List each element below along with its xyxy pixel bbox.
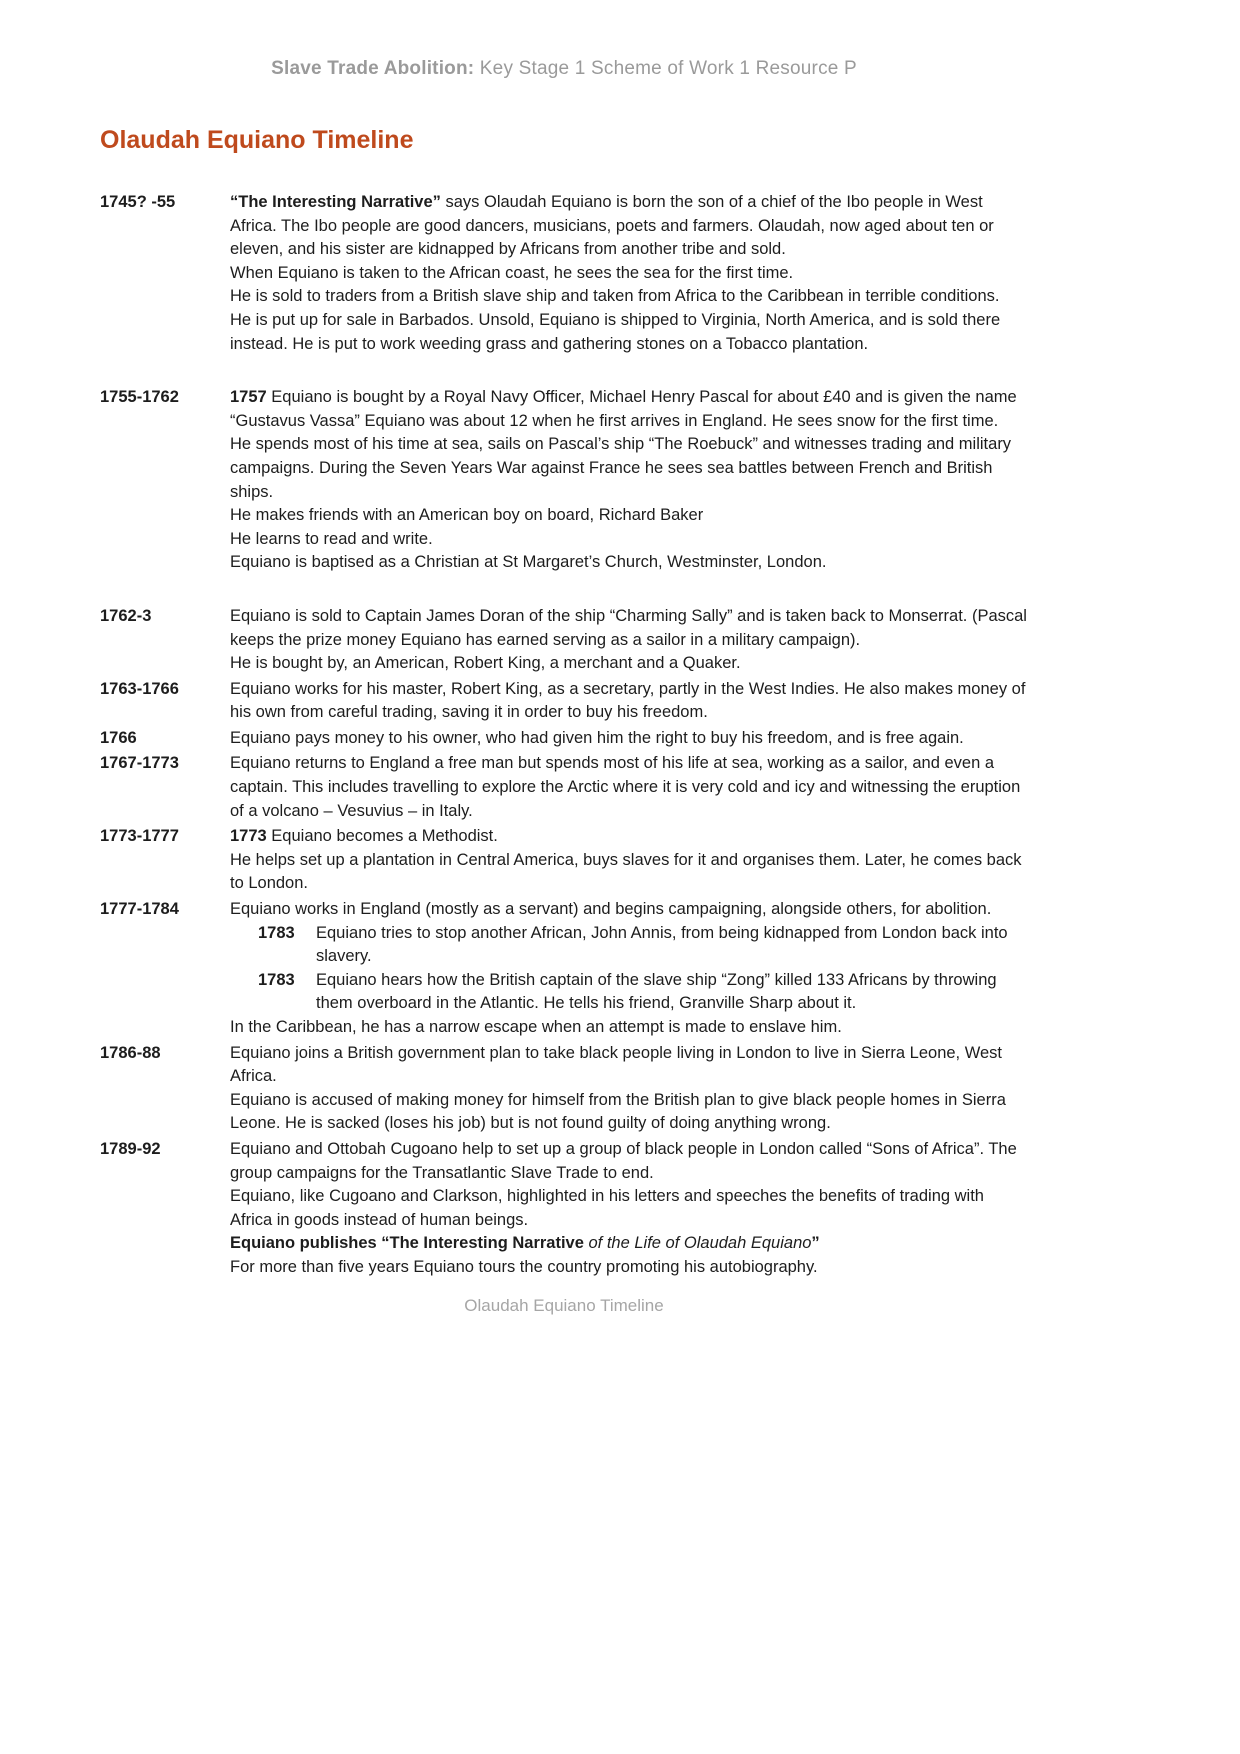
text-segment: Equiano tries to stop another African, John Annis, from being kidnapped from London back into slavery. xyxy=(316,923,1008,966)
paragraph xyxy=(230,825,1028,849)
text-segment: He learns to read and write. xyxy=(230,529,433,548)
entry-date: 1777-1784 xyxy=(100,900,179,919)
sub-year-label: 1783 xyxy=(258,923,295,942)
timeline-entry xyxy=(100,825,1028,896)
paragraph xyxy=(230,504,1028,528)
text-segment: ” xyxy=(811,1234,820,1253)
sub-text xyxy=(316,969,1028,1016)
paragraph xyxy=(230,849,1028,896)
text-segment: When Equiano is taken to the African coast, he sees the sea for the first time. xyxy=(230,263,794,282)
text-segment: In the Caribbean, he has a narrow escape when an attempt is made to enslave him. xyxy=(230,1018,842,1036)
entry-date: 1789-92 xyxy=(100,1139,161,1158)
text-segment: He is bought by, an American, Robert King, a merchant and a Quaker. xyxy=(230,654,741,673)
text-segment: Equiano pays money to his owner, who had given him the right to buy his freedom, and is free again. xyxy=(230,728,964,747)
paragraph xyxy=(230,551,1028,575)
text-segment: “The Interesting Narrative” xyxy=(230,193,441,211)
text-segment: Equiano is sold to Captain James Doran of the ship “Charming Sally” and is taken back to Monserrat. (Pascal keeps the prize money Equiano has earned serving as a sailor in a military campaign). xyxy=(230,606,1027,649)
paragraph xyxy=(230,898,1028,922)
paragraph xyxy=(230,1185,1028,1232)
text-segment: of the Life of Olaudah Equiano xyxy=(588,1234,812,1253)
text-segment: Equiano is bought by a Royal Navy Officer, Michael Henry Pascal for about £40 and is given the name “Gustavus Vassa” Equiano was about 12 when he first arrives in England. He sees snow for the first time. xyxy=(230,388,1017,430)
text-segment: Equiano hears how the British captain of the slave ship “Zong” killed 133 Africans by throwing them overboard in the Atlantic. He tells his friend, Granville Sharp about it. xyxy=(316,970,997,1013)
paragraph xyxy=(230,678,1028,725)
page-footer: Olaudah Equiano Timeline xyxy=(464,1295,664,1315)
paragraph xyxy=(230,752,1028,823)
text-segment: He spends most of his time at sea, sails on Pascal’s ship “The Roebuck” and witnesses trading and military campaigns. During the Seven Years War against France he sees sea battles between French and British ships. xyxy=(230,435,1012,501)
paragraph xyxy=(230,1042,1028,1089)
paragraph xyxy=(230,528,1028,552)
entry-body xyxy=(230,678,1028,725)
text-segment: For more than five years Equiano tours the country promoting his autobiography. xyxy=(230,1257,818,1276)
entry-date: 1755-1762 xyxy=(100,388,179,407)
entry-date: 1786-88 xyxy=(100,1043,161,1062)
text-segment: Equiano joins a British government plan to take black people living in London to live in Sierra Leone, West Africa. xyxy=(230,1043,1002,1086)
text-segment: Equiano is baptised as a Christian at St Margaret’s Church, Westminster, London. xyxy=(230,553,827,572)
entry-body xyxy=(230,727,1028,751)
entry-date: 1762-3 xyxy=(100,606,152,625)
timeline-entry xyxy=(100,1138,1028,1280)
text-segment: Equiano works for his master, Robert King, as a secretary, partly in the West Indies. He also makes money of his own from careful trading, saving it in order to buy his freedom. xyxy=(230,679,1026,722)
timeline-entry xyxy=(100,191,1028,356)
entry-date: 1773-1777 xyxy=(100,827,179,846)
entry-body xyxy=(230,825,1028,896)
entry-body xyxy=(230,1042,1028,1136)
paragraph xyxy=(230,1232,1028,1256)
timeline-entry xyxy=(100,678,1028,725)
header-series-title: Slave Trade Abolition: xyxy=(271,58,475,79)
text-segment: He makes friends with an American boy on board, Richard Baker xyxy=(230,506,704,525)
text-segment: Equiano returns to England a free man but spends most of his life at sea, working as a sailor, and even a captain. This includes travelling to explore the Arctic where it is very cold and icy and witnessing the eruption of a volcano – Vesuvius – in Italy. xyxy=(230,754,1021,820)
entry-date: 1745? -55 xyxy=(100,193,176,211)
text-segment: Equiano works in England (mostly as a servant) and begins campaigning, alongside others, for abolition. xyxy=(230,900,992,919)
entry-body xyxy=(230,605,1028,676)
page-title: Olaudah Equiano Timeline xyxy=(100,126,414,154)
timeline-entry xyxy=(100,1042,1028,1136)
timeline-entry xyxy=(100,898,1028,1040)
header-resource-title: Key Stage 1 Scheme of Work 1 Resource P xyxy=(474,58,857,79)
paragraph xyxy=(230,285,1028,309)
paragraph xyxy=(230,386,1028,433)
sub-year-label: 1783 xyxy=(258,970,295,989)
timeline-entry xyxy=(100,386,1028,575)
paragraph xyxy=(230,1016,1028,1040)
paragraph xyxy=(230,605,1028,652)
entry-date: 1766 xyxy=(100,728,137,747)
entry-body xyxy=(230,191,1028,356)
text-segment: 1757 xyxy=(230,388,267,407)
paragraph xyxy=(230,1256,1028,1280)
timeline xyxy=(100,191,1028,1280)
entry-date: 1763-1766 xyxy=(100,679,179,698)
text-segment: Equiano becomes a Methodist. xyxy=(266,827,498,846)
entry-date: 1767-1773 xyxy=(100,754,179,773)
text-segment: Equiano publishes “The Interesting Narrative xyxy=(230,1234,589,1253)
paragraph xyxy=(230,1089,1028,1136)
timeline-entry xyxy=(100,727,1028,751)
paragraph xyxy=(230,191,1028,262)
paragraph xyxy=(230,652,1028,676)
paragraph xyxy=(230,262,1028,286)
entry-body xyxy=(230,1138,1028,1280)
paragraph xyxy=(230,309,1028,356)
entry-body xyxy=(230,752,1028,823)
text-segment: He is put up for sale in Barbados. Unsold, Equiano is shipped to Virginia, North America, and is sold there instead. He is put to work weeding grass and gathering stones on a Tobacco plantation. xyxy=(230,310,1001,353)
text-segment: Equiano, like Cugoano and Clarkson, highlighted in his letters and speeches the benefits of trading with Africa in goods instead of human beings. xyxy=(230,1187,984,1229)
sub-text xyxy=(316,922,1028,969)
text-segment: He is sold to traders from a British slave ship and taken from Africa to the Caribbean in terrible conditions. xyxy=(230,287,1000,306)
paragraph xyxy=(258,922,1028,969)
text-segment: Equiano is accused of making money for himself from the British plan to give black people homes in Sierra Leone. He is sacked (loses his job) but is not found guilty of doing anything wrong. xyxy=(230,1090,1006,1133)
timeline-entry xyxy=(100,605,1028,676)
paragraph xyxy=(230,433,1028,504)
paragraph xyxy=(258,969,1028,1016)
text-segment: He helps set up a plantation in Central America, buys slaves for it and organises them. Later, he comes back to London. xyxy=(230,850,1022,893)
text-segment: says Olaudah Equiano is born the son of a chief of the Ibo people in West Africa. The Ibo people are good dancers, musicians, poets and farmers. Olaudah, now aged about ten or eleven, and his sister are kidnapped by Africans from another tribe and sold. xyxy=(230,193,994,259)
text-segment: 1773 xyxy=(230,827,267,846)
text-segment: Equiano and Ottobah Cugoano help to set up a group of black people in London called “Sons of Africa”. The group campaigns for the Transatlantic Slave Trade to end. xyxy=(230,1139,1017,1182)
entry-body xyxy=(230,386,1028,575)
document-header xyxy=(100,58,1028,80)
paragraph xyxy=(230,1138,1028,1185)
timeline-entry xyxy=(100,752,1028,823)
paragraph xyxy=(230,727,1028,751)
entry-body xyxy=(230,898,1028,1040)
